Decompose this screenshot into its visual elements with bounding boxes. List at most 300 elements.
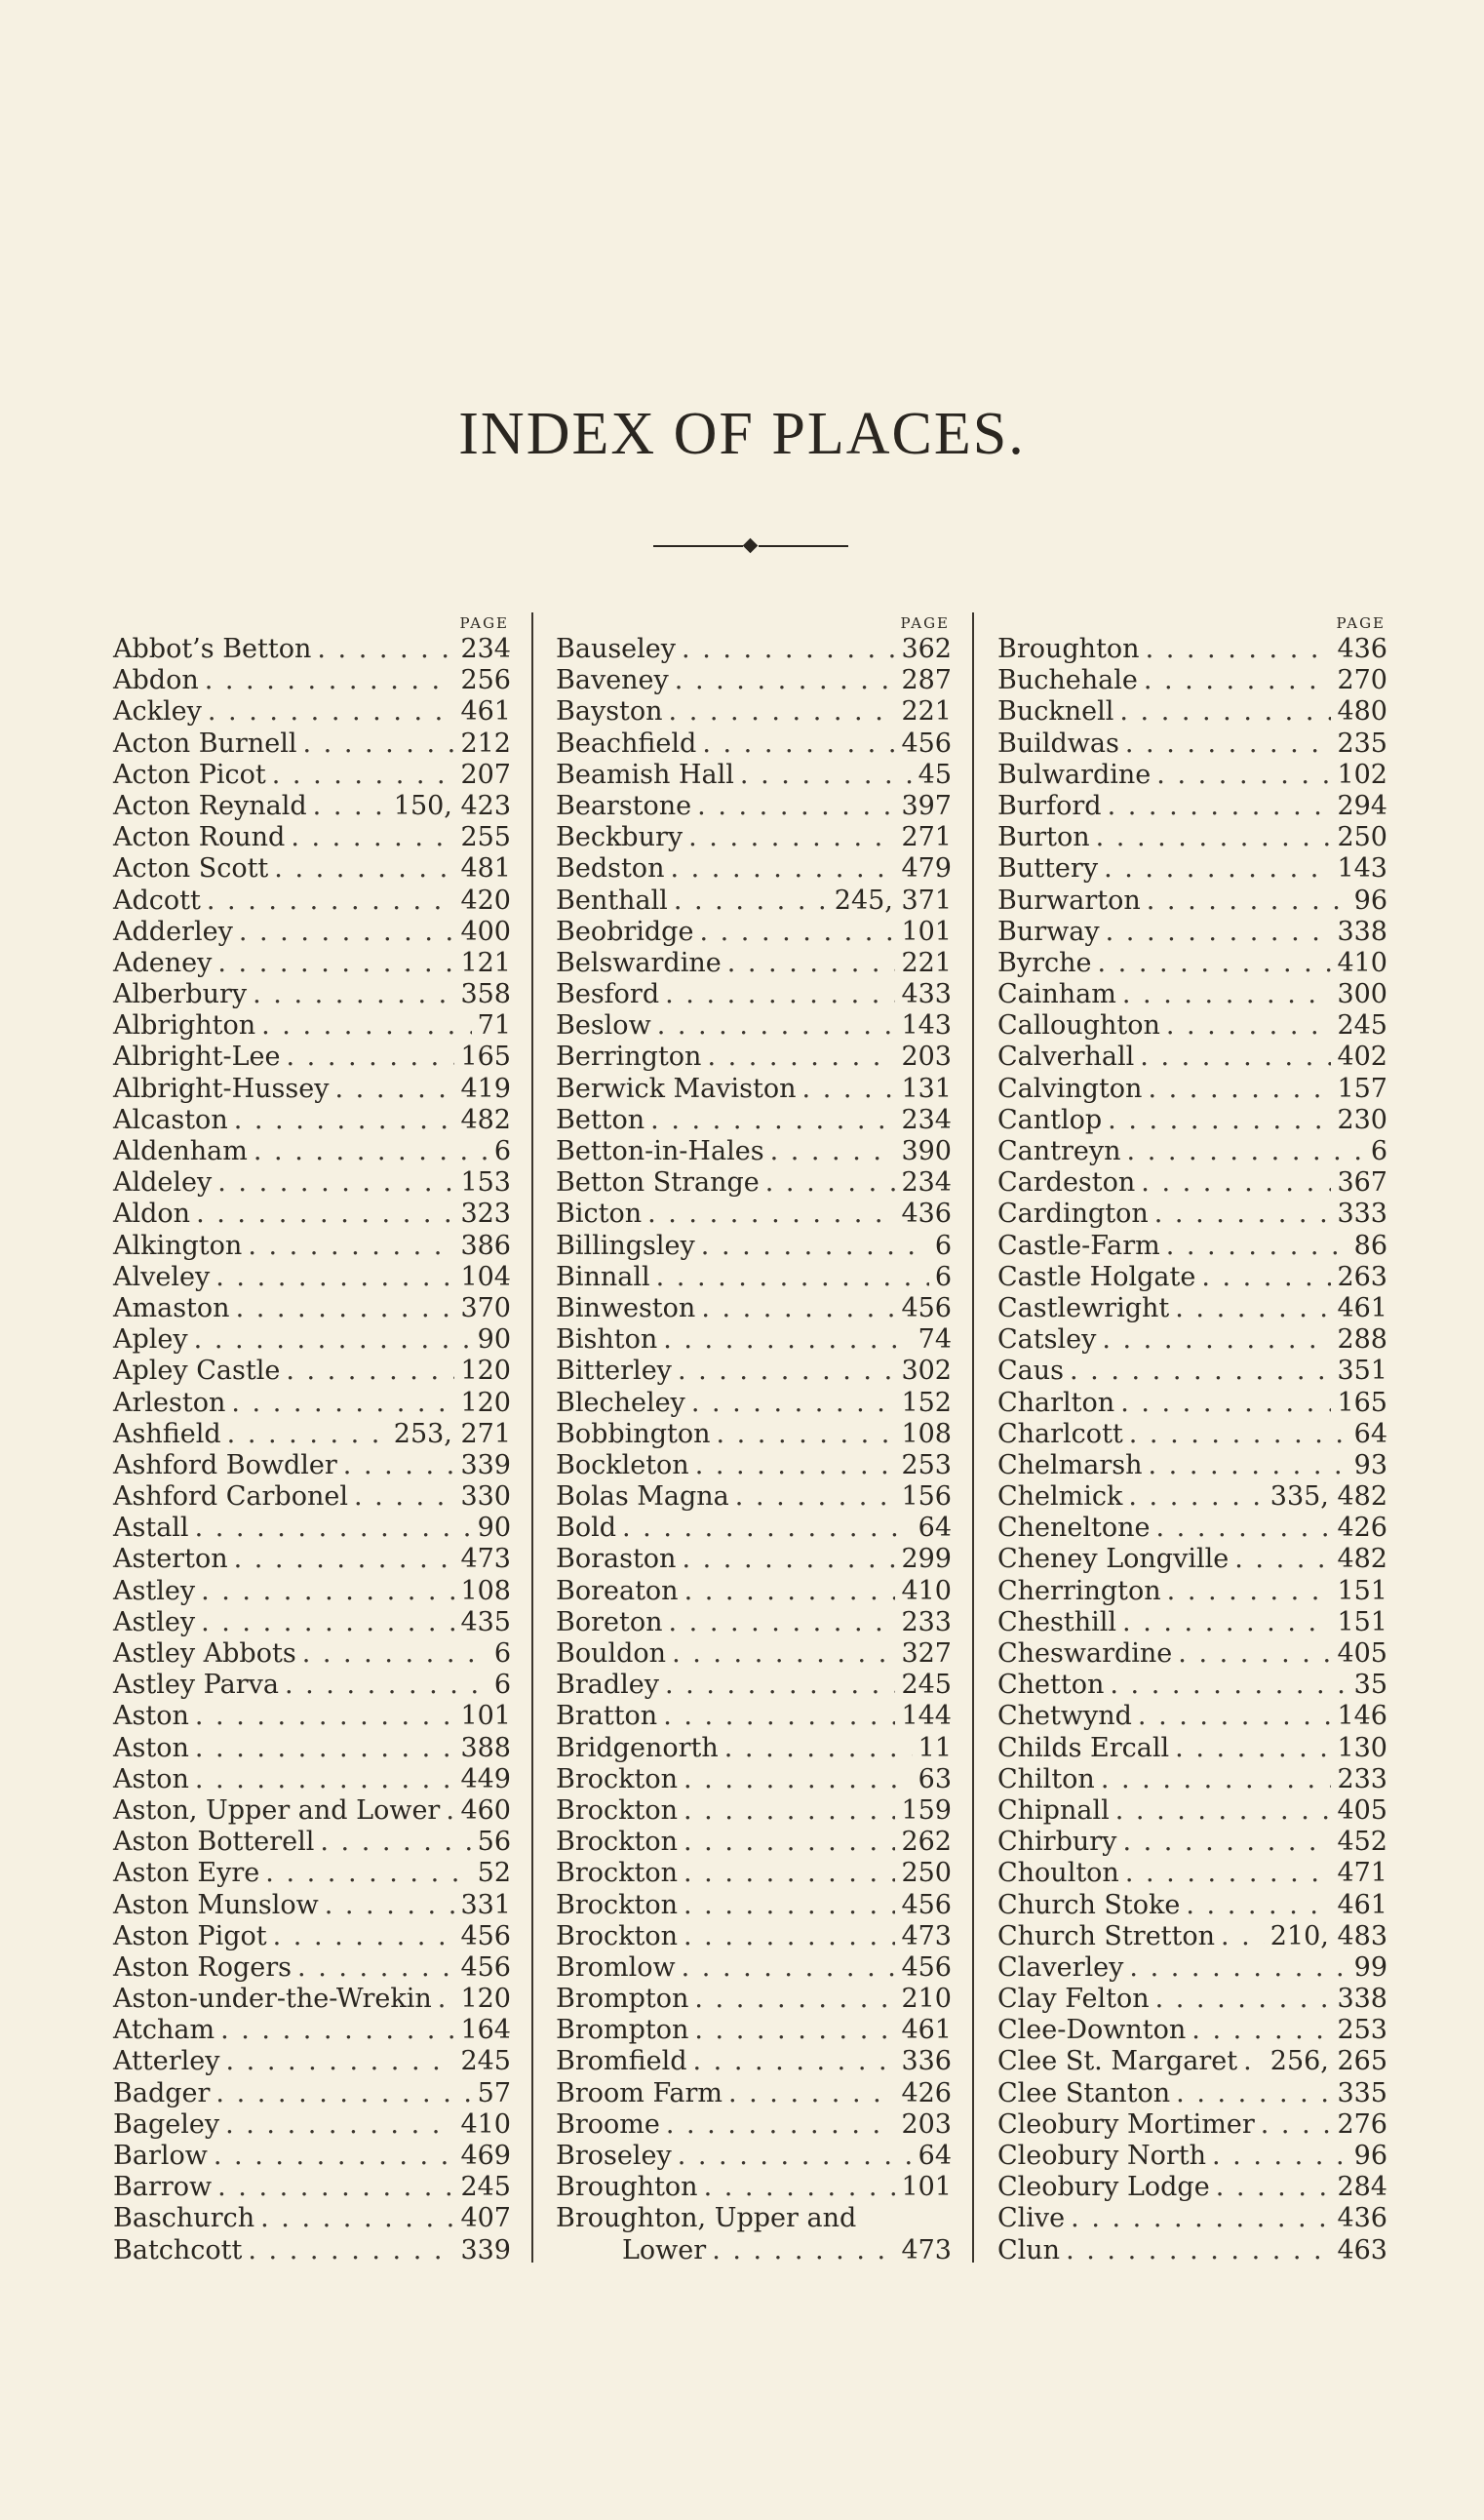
place-name: Aston Botterell [113,1827,315,1858]
dot-leader [1108,1105,1331,1136]
page-number: 358 [460,979,511,1010]
dot-leader [291,822,454,853]
index-entry [556,1638,952,1670]
dot-leader [665,979,895,1010]
index-entry [997,2235,1387,2266]
index-entry [113,2109,511,2141]
dot-leader [272,760,455,791]
page-number: 255 [460,822,511,853]
index-entry [113,1544,511,1575]
page-number: 419 [460,1073,511,1104]
place-name: Apley [113,1324,188,1356]
page-number: 11 [918,1732,952,1763]
page-number: 159 [901,1794,952,1826]
dot-leader [1176,2078,1331,2109]
index-entry [997,886,1387,917]
index-entry [556,1607,952,1638]
place-name: Boreton [556,1606,663,1637]
place-name: Clun [997,2234,1061,2265]
page-number: 86 [1353,1230,1387,1261]
page-number: 461 [1337,1889,1387,1920]
page-number: 234 [460,634,511,664]
page-number: 6 [1370,1136,1387,1166]
index-entry [113,1136,511,1167]
dot-leader [670,853,895,885]
place-name: Buttery [997,853,1099,885]
dot-leader [195,1733,455,1764]
dot-leader [668,1607,895,1638]
place-name: Cantlop [997,1104,1103,1135]
page-number: 56 [477,1827,511,1858]
index-entry [997,1701,1387,1732]
index-entry [556,2015,952,2046]
index-entry [113,1199,511,1230]
place-name: Acton Picot [113,759,266,790]
place-name: Bockleton [556,1449,689,1480]
dot-leader [446,1795,454,1827]
page-number: 302 [901,1356,952,1387]
place-name: Clay Felton [997,1984,1150,2015]
index-entry [113,2015,511,2046]
index-entry [997,1513,1387,1544]
place-name: Berrington [556,1042,702,1073]
place-name: Burton [997,822,1090,853]
index-entry [113,1074,511,1105]
index-entry [113,791,511,822]
page-number: 405 [1337,1794,1387,1826]
page-number: 108 [901,1418,952,1449]
page-number: 52 [477,1858,511,1889]
dot-leader [285,1670,488,1701]
index-entry [113,1388,511,1419]
index-entry [997,1419,1387,1450]
index-entry [556,1293,952,1324]
index-entry [113,1670,511,1701]
index-entry [556,1764,952,1795]
place-name: Betton [556,1104,645,1135]
page-number: 164 [460,2015,511,2046]
index-entry [997,1167,1387,1199]
dot-leader [297,1952,454,1984]
dot-leader [217,2172,454,2203]
page-number: 339 [460,1449,511,1480]
dot-leader [1071,2203,1331,2234]
dot-leader [1125,1858,1332,1889]
index-entry [113,1356,511,1387]
dot-leader [302,1638,488,1670]
page-number: 146 [1337,1701,1387,1732]
index-entry [113,1764,511,1795]
dot-leader [678,1356,896,1387]
index-entries [556,634,952,2266]
index-entry [556,1795,952,1827]
place-name: Calverhall [997,1042,1135,1073]
dot-leader [702,728,895,760]
index-entry [556,1419,952,1450]
dot-leader [622,1513,913,1544]
dot-leader [1154,1199,1332,1230]
index-entry [556,1010,952,1042]
place-name: Bayston [556,696,663,728]
index-entry [113,886,511,917]
page-number: 57 [477,2077,511,2108]
page-number: 156 [901,1481,952,1513]
index-entry [113,917,511,948]
index-entry [113,1638,511,1670]
place-name: Bishton [556,1324,658,1356]
page-number: 250 [1337,822,1387,853]
index-entry [997,1042,1387,1073]
page-number: 327 [901,1638,952,1669]
place-name: Buildwas [997,728,1119,759]
page-number: 165 [460,1042,511,1073]
dot-leader [253,979,454,1010]
index-entry [113,1481,511,1513]
place-name: Beckbury [556,822,683,853]
place-name: Cheney Longville [997,1544,1230,1575]
place-name: Aldenham [113,1136,248,1166]
place-name: Byrche [997,947,1092,978]
page-number: 456 [901,1292,952,1323]
index-entry [997,1733,1387,1764]
page-number: 410 [1337,947,1387,978]
dot-leader [1243,2046,1265,2077]
dot-leader [682,634,895,665]
page-number: 481 [460,853,511,885]
page-number: 460 [460,1794,511,1826]
place-name: Blecheley [556,1387,685,1418]
index-entry [997,948,1387,979]
dot-leader [1122,1607,1331,1638]
dot-leader [195,1513,472,1544]
page-number: 299 [901,1544,952,1575]
page-number: 150, 423 [393,790,511,821]
index-entry [556,1984,952,2015]
place-name: Acton Burnell [113,728,297,759]
dot-leader [194,1324,472,1356]
dot-leader [682,1544,895,1575]
place-name: Cherrington [997,1575,1161,1606]
place-name: Astley [113,1606,196,1637]
place-name: Aston Munslow [113,1889,319,1920]
page-number: 253 [1337,2015,1387,2046]
place-name: Broughton, Upper and [556,2203,857,2234]
dot-leader [1167,1576,1332,1607]
index-entry [997,760,1387,791]
index-entry [113,979,511,1010]
dot-leader [1102,1324,1331,1356]
dot-leader [694,2015,895,2046]
place-name: Cleobury Lodge [997,2172,1210,2203]
index-entry [997,1952,1387,1984]
page-number: 6 [493,1136,511,1166]
dot-leader [260,2203,454,2234]
index-entry [113,1513,511,1544]
place-name: Acton Scott [113,853,269,885]
dot-leader [707,1042,895,1073]
page-number: 245 [1337,1010,1387,1042]
page-number: 153 [460,1167,511,1199]
place-name: Aston-under-the-Wrekin [113,1984,432,2015]
dot-leader [1156,1513,1332,1544]
index-entry [556,1670,952,1701]
dot-leader [1261,2109,1332,2141]
index-entry [997,1074,1387,1105]
place-name: Beobridge [556,916,694,947]
place-name: Barlow [113,2141,208,2171]
page-number: 96 [1353,2141,1387,2171]
place-name: Alberbury [113,979,248,1010]
index-entry [113,634,511,665]
page-number: 35 [1353,1670,1387,1701]
index-entry [556,2141,952,2172]
index-entry [556,1042,952,1073]
index-entry [997,1607,1387,1638]
dot-leader [254,1136,488,1167]
place-name: Burford [997,790,1102,821]
place-name: Broome [556,2108,660,2140]
index-entry [997,1764,1387,1795]
place-name: Beachfield [556,728,697,759]
dot-leader [1104,853,1331,885]
place-name: Bucknell [997,696,1114,728]
place-name: Astall [113,1513,189,1544]
dot-leader [1098,948,1332,979]
page-number: 339 [460,2234,511,2265]
page-number: 367 [1337,1167,1387,1199]
dot-leader [261,1010,472,1042]
index-entry [113,2141,511,2172]
index-entry [556,1356,952,1387]
dot-leader [1166,1231,1348,1262]
place-name: Alcaston [113,1104,228,1135]
page-number: 405 [1337,1638,1387,1669]
dot-leader [684,1576,896,1607]
dot-leader [214,2141,455,2172]
dot-leader [1156,760,1331,791]
dot-leader [802,1074,896,1105]
place-name: Bromfield [556,2046,687,2077]
index-entry [997,1576,1387,1607]
place-name: Astley Parva [113,1670,279,1701]
dot-leader [1141,1167,1331,1199]
page-number: 203 [901,2108,952,2140]
place-name: Binweston [556,1292,696,1323]
index-entry [997,1481,1387,1513]
place-name: Broseley [556,2141,672,2171]
index-entry [113,1952,511,1984]
dot-leader [207,886,455,917]
place-name: Aston [113,1763,189,1794]
place-name: Cantreyn [997,1136,1121,1166]
index-entry [997,728,1387,760]
index-entry [113,1858,511,1889]
dot-leader [239,917,455,948]
index-entry [997,1199,1387,1230]
page-number: 96 [1353,885,1387,916]
place-name: Chesthill [997,1606,1117,1637]
page-number: 221 [901,947,952,978]
dot-leader [666,2109,896,2141]
place-name: Cleobury North [997,2141,1206,2171]
page-number: 256 [460,665,511,696]
page-number: 473 [901,2234,952,2265]
place-name: Aston [113,1732,189,1763]
dot-leader [683,1921,895,1952]
dot-leader [1147,886,1348,917]
index-entry [556,1701,952,1732]
dot-leader [201,1576,454,1607]
page-number: 469 [460,2141,511,2171]
page-number: 461 [901,2015,952,2046]
dot-leader [656,1262,929,1293]
index-entry [997,1921,1387,1952]
index-entry [556,917,952,948]
dot-leader [728,2078,896,2109]
page-number: 335, 482 [1269,1481,1387,1513]
index-entry [556,1481,952,1513]
place-name: Claverley [997,1951,1124,1983]
place-name: Betton Strange [556,1167,760,1199]
dot-leader [704,2172,896,2203]
place-name: Brompton [556,2015,689,2046]
dot-leader [287,1042,455,1073]
page-number: 212 [460,728,511,759]
place-name: Catsley [997,1324,1097,1356]
page-number: 262 [901,1827,952,1858]
page-number: 420 [460,885,511,916]
dot-leader [699,917,895,948]
page-number: 397 [901,790,952,821]
page-number: 152 [901,1387,952,1418]
dot-leader [215,1262,454,1293]
page-number: 90 [477,1513,511,1544]
index-entry [113,1576,511,1607]
dot-leader [1122,1827,1331,1858]
place-name: Batchcott [113,2234,243,2265]
index-entry [997,1858,1387,1889]
place-name: Bulwardine [997,759,1152,790]
dot-leader [236,1293,455,1324]
index-entry [556,1105,952,1136]
page-number: 288 [1337,1324,1387,1356]
index-entry [556,1262,952,1293]
dot-leader [343,1450,455,1481]
dot-leader [1155,1984,1332,2015]
dot-leader [712,2235,895,2266]
page-number: 390 [901,1136,952,1166]
page-number: 151 [1337,1575,1387,1606]
page-number: 449 [460,1763,511,1794]
place-name: Chelmarsh [997,1449,1143,1480]
dot-leader [248,1231,454,1262]
place-name: Aston, Upper and Lower [113,1794,441,1826]
dot-leader [1119,696,1331,728]
page-number: 338 [1337,1984,1387,2015]
dot-leader [683,1858,895,1889]
page-number: 6 [493,1670,511,1701]
index-entry [997,1262,1387,1293]
place-name: Bitterley [556,1356,672,1387]
dot-leader [215,2078,471,2109]
index-entry [997,979,1387,1010]
index-entry [997,696,1387,728]
page-number: 402 [1337,1042,1387,1073]
page-number: 64 [1353,1418,1387,1449]
page-number: 436 [901,1199,952,1230]
page-number: 335 [1337,2077,1387,2108]
place-name: Cardeston [997,1167,1136,1199]
page-number: 120 [460,1387,511,1418]
dot-leader [201,1607,454,1638]
dot-leader [724,1733,913,1764]
page-number: 270 [1337,665,1387,696]
index-entry [997,2078,1387,2109]
place-name: Besford [556,979,660,1010]
page-number: 245 [460,2046,511,2077]
page-number: 426 [901,2077,952,2108]
dot-leader [317,634,454,665]
index-column-2 [556,612,952,2266]
page-number: 461 [460,696,511,728]
place-name: Acton Round [113,822,286,853]
dot-leader [274,853,454,885]
dot-leader [225,2109,454,2141]
index-entry [556,1890,952,1921]
index-entry [997,1890,1387,1921]
place-name: Church Stretton [997,1920,1216,1951]
index-entry [113,1105,511,1136]
page-number: 235 [1337,728,1387,759]
dot-leader [683,1890,895,1921]
index-entry [113,1167,511,1199]
index-entry [556,696,952,728]
index-entry [113,1827,511,1858]
dot-leader [1144,665,1332,696]
index-entry [556,886,952,917]
index-entry [556,948,952,979]
dot-leader [1149,1450,1348,1481]
index-entry [997,1136,1387,1167]
dot-leader [683,1795,895,1827]
place-name: Bratton [556,1701,658,1732]
page-number: 456 [901,728,952,759]
page-number: 388 [460,1732,511,1763]
index-entry [997,2172,1387,2203]
index-entry [997,1450,1387,1481]
index-entry [113,1921,511,1952]
dot-leader [438,1984,455,2015]
index-entry [113,1701,511,1732]
index-entry [556,1136,952,1167]
page-number: 203 [901,1042,952,1073]
page-column-header: PAGE [1336,614,1386,632]
dot-leader [675,665,896,696]
dot-leader [265,1858,471,1889]
index-entry [556,665,952,696]
index-entry [556,760,952,791]
dot-leader [669,696,896,728]
place-name: Chirbury [997,1827,1117,1858]
place-name: Atcham [113,2015,215,2046]
page-number: 101 [901,2172,952,2203]
place-name: Brockton [556,1858,678,1889]
index-entry [113,2172,511,2203]
dot-leader [234,1544,455,1575]
place-name: Clee Stanton [997,2077,1171,2108]
dot-leader [234,1105,455,1136]
column-divider [531,612,533,2263]
